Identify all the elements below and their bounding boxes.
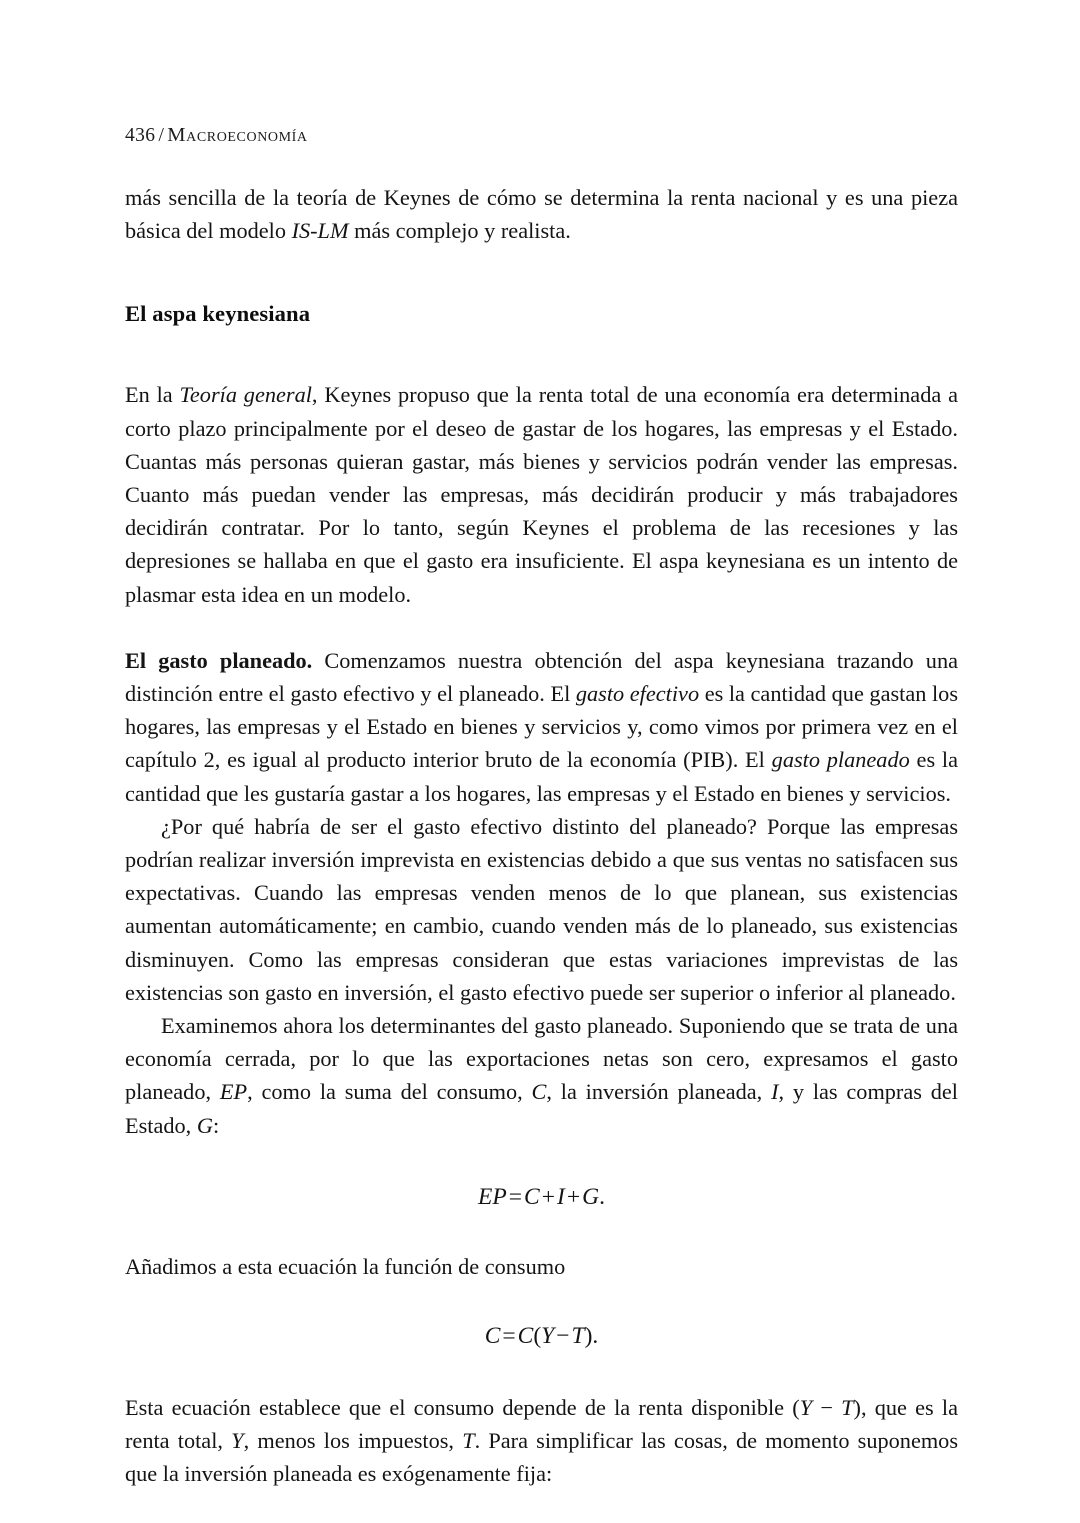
esta-text-4: . Para simplificar las cosas, de momento suponemos que la inversión planeada es exógenamente fija:: [125, 1428, 959, 1487]
page-number: 436: [125, 125, 156, 146]
eq1-term-g: G: [582, 1183, 600, 1210]
keynes-text-1: En la: [125, 382, 180, 408]
italic-gasto-efectivo: gasto efectivo: [575, 681, 700, 707]
esta-text-3: , menos los impuestos,: [243, 1428, 463, 1454]
esta-text-2: ), que es la renta total,: [125, 1395, 958, 1454]
paragraph-gasto-planeado: [125, 644, 958, 810]
paragraph-anadimos: Añadimos a esta ecuación la función de consumo: [125, 1253, 566, 1279]
eq2-minus: −: [556, 1323, 570, 1350]
spacer: [125, 611, 958, 644]
var-y-2: Y: [231, 1428, 244, 1454]
var-i: I: [771, 1079, 779, 1105]
eq1-plus-1: +: [541, 1183, 555, 1210]
runin-heading-gasto-planeado: El gasto planeado.: [125, 647, 313, 673]
running-head: [125, 124, 308, 147]
eq1-equals: =: [508, 1183, 523, 1210]
eq1-plus-2: +: [566, 1183, 581, 1210]
text-column: [125, 181, 958, 1491]
var-t-2: T: [462, 1428, 475, 1454]
paragraph-continued: [125, 181, 958, 247]
eq1-lhs: EP: [478, 1183, 507, 1210]
continued-text-2: más complejo y realista.: [348, 218, 571, 244]
examinemos-text-1: Examinemos ahora los determinantes del gasto planeado. Suponiendo que se trata de una economía cerrada, por lo que las exportaciones netas son cero, expresamos el gasto planeado,: [125, 1013, 958, 1105]
continued-text-1: más sencilla de la teoría de Keynes de cómo se determina la renta nacional y es una pieza básica del modelo: [125, 185, 958, 244]
eq2-open-paren: (: [533, 1323, 542, 1350]
eq2-arg-y: Y: [541, 1323, 555, 1350]
examinemos-text-4: , y las compras del Estado,: [125, 1079, 958, 1138]
var-t-1: T: [841, 1395, 854, 1421]
var-g: G: [196, 1112, 213, 1138]
var-c: C: [531, 1079, 547, 1105]
eq1-term-i: I: [556, 1183, 565, 1210]
eq1-term-c: C: [524, 1183, 540, 1210]
keynes-text-2: , Keynes propuso que la renta total de una economía era determinada a corto plazo principalmente por el deseo de gastar de los hogares, las empresas y el Estado. Cuantas más personas quieran gastar, más bienes y servicios podrán vender las empresas. Cuanto más puedan vender las empresas, más decidirán producir y más trabajadores decidirán contratar. Por lo tanto, según Keynes el problema de las recesiones y las depresiones se hallaba en que el gasto era insuficiente. El aspa keynesiana es un intento de plasmar esta idea en un modelo.: [125, 382, 958, 607]
paragraph-esta-ecuacion: [125, 1391, 958, 1491]
book-title: Macroeconomía: [167, 124, 308, 146]
spacer: [125, 247, 958, 299]
eq2-lhs: C: [484, 1323, 501, 1350]
italic-is-lm: IS-LM: [291, 218, 349, 244]
paragraph-por-que: ¿Por qué habría de ser el gasto efectivo distinto del planeado? Porque las empresas podrían realizar inversión imprevista en existencias debido a que sus ventas no satisfacen sus expectativas. Cuando las empresas venden menos de lo que planean, sus existencias aumentan automáticamente; en cambio, cuando venden más de lo planeado, sus existencias disminuyen. Como las empresas consideran que estas variaciones imprevistas de las existencias son gasto en inversión, el gasto efectivo puede ser superior o inferior al planeado.: [125, 813, 958, 1005]
italic-teoria-general: Teoría general: [179, 382, 312, 408]
eq2-equals: =: [502, 1323, 516, 1350]
paragraph-examinemos: [125, 1009, 958, 1142]
italic-gasto-planeado: gasto planeado: [771, 747, 910, 773]
paragraph-keynes: [125, 378, 958, 610]
eq2-arg-t: T: [571, 1323, 585, 1350]
gasto-text-1: Comenzamos nuestra obtención del aspa keynesiana trazando una distinción entre el gasto efectivo y el planeado. El: [125, 647, 958, 707]
equation-consumption-function: [125, 1319, 958, 1353]
section-heading: El aspa keynesiana: [125, 301, 311, 327]
gasto-text-2: es la cantidad que gastan los hogares, las empresas y el Estado en bienes y servicios y, como vimos por primera vez en el capítulo 2, es igual al producto interior bruto de la economía (PIB). El: [125, 681, 959, 773]
eq2-close-paren: ): [584, 1323, 593, 1350]
eq2-period: .: [592, 1323, 599, 1350]
equation-planned-expenditure: [125, 1180, 958, 1214]
running-head-separator: /: [158, 125, 165, 146]
eq1-period: .: [599, 1183, 605, 1210]
examinemos-text-2: , como la suma del consumo,: [247, 1079, 532, 1105]
spacer: [125, 329, 958, 378]
gasto-text-3: es la cantidad que les gustaría gastar a los hogares, las empresas y el Estado en bienes y servicios.: [125, 747, 958, 806]
examinemos-text-5: :: [212, 1112, 220, 1138]
eq2-func: C: [517, 1323, 534, 1350]
var-ep: EP: [219, 1079, 248, 1105]
var-y-1: Y: [799, 1395, 813, 1421]
esta-minus: −: [812, 1395, 842, 1421]
esta-text-1: Esta ecuación establece que el consumo depende de la renta disponible (: [125, 1395, 800, 1421]
examinemos-text-3: , la inversión planeada,: [546, 1079, 772, 1105]
